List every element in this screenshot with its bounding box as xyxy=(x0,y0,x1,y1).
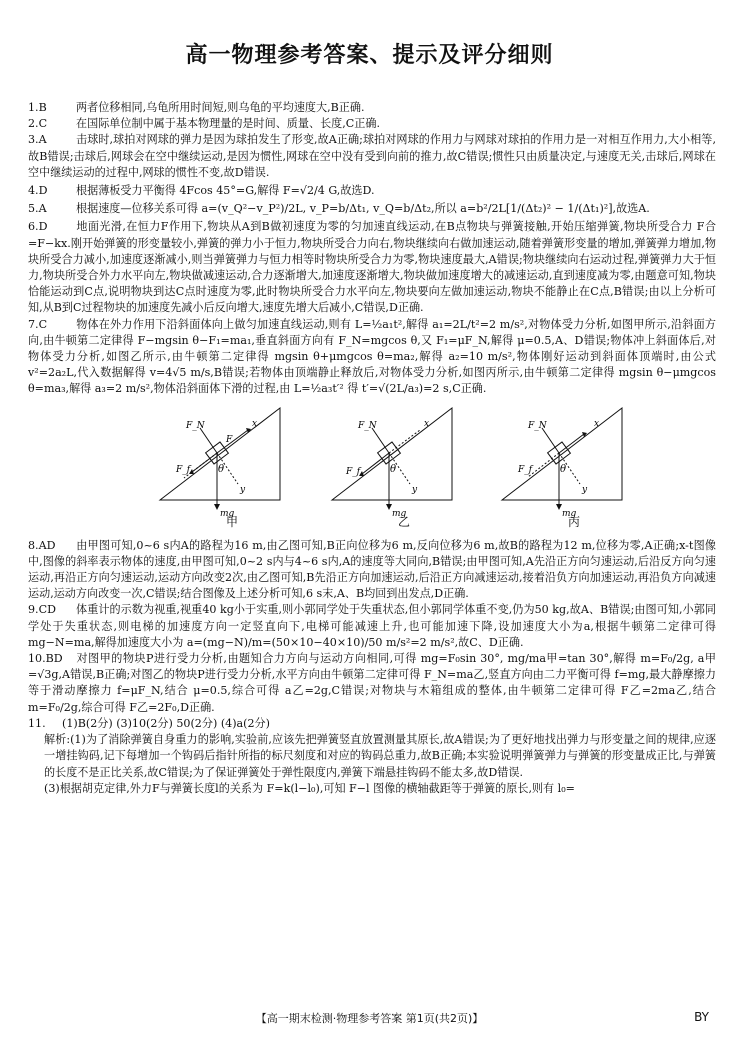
answer-8 xyxy=(28,538,716,603)
gravity-label: mg xyxy=(562,508,577,519)
answer-3 xyxy=(28,132,716,181)
figure-label-yi: 乙 xyxy=(398,514,411,529)
answer-text: 在国际单位制中属于基本物理量的是时间、质量、长度,C正确. xyxy=(76,117,380,131)
axis-y-label: y xyxy=(582,484,588,495)
answer-number: 10.BD xyxy=(28,652,63,666)
answer-number: 7.C xyxy=(28,317,48,331)
answer-text: 两者位移相同,乌龟所用时间短,则乌龟的平均速度大,B正确. xyxy=(76,101,365,114)
answer-number: 11. xyxy=(28,716,46,730)
answer-text: 根据薄板受力平衡得 4Fcos 45°=G,解得 F=√2/4 G,故选D. xyxy=(76,184,375,198)
answer-number: 8.AD xyxy=(28,538,56,552)
figure-label-bing: 丙 xyxy=(568,514,581,529)
analysis-11-part-3: (3)根据胡克定律,外力F与弹簧长度l的关系为 F=k(l−l₀),可知 F−l 图像的横轴截距等于弹簧的原长,则有 l₀= xyxy=(44,781,575,795)
force-diagram-bing xyxy=(498,404,638,529)
answer-1 xyxy=(28,100,716,116)
answer-text: 体重计的示数为视重,视重40 kg小于实重,则小郭同学处于失重状态,但小郭同学体重不变,仍为50 kg,故A、B错误;由图可知,小郭同学处于失重状态,则电梯的加速度方向一定竖直向下,电梯可能减速上升,也可能加速下降,设加速度大小为a,根据牛顿第二定律可得 mg−N=ma,解得加速度大小为 a=(mg−N)/m=(50×10−40×10)/50 m/s²=2 m/s²,故C、D正确. xyxy=(28,603,716,649)
axis-y-label: y xyxy=(412,484,418,495)
axis-x-label: x xyxy=(252,418,258,429)
answer-text: (1)B(2分) (3)10(2分) 50(2分) (4)a(2分) xyxy=(62,716,270,730)
answer-number: 1.B xyxy=(28,101,47,114)
answer-5 xyxy=(28,201,716,217)
force-diagrams xyxy=(28,404,716,532)
applied-force-label: F xyxy=(226,434,233,445)
answer-text: 对图甲的物块P进行受力分析,由题知合力方向与运动方向相同,可得 mg=F₀sin 30°, mg/ma甲=tan 30°,解得 m=F₀/2g, a甲=√3g,A错误,B正确;对图乙的物块P进行受力分析,水平方向由牛顿第二定律可得 F_N=ma乙,竖直方向由二力平衡可得 f=mg,最大静摩擦力等于滑动摩擦力 f=μF_N,结合 μ=0.5,综合可得 a乙=2g,C错误;对物块与木箱组成的整体,由牛顿第二定律可得 F乙=2ma乙,结合 m=F₀/2g,综合可得 F乙=2F₀,D正确. xyxy=(28,652,716,714)
answer-number: 3.A xyxy=(28,133,47,147)
answer-6 xyxy=(28,219,716,316)
answer-number: 5.A xyxy=(28,202,47,216)
answer-4 xyxy=(28,183,716,199)
friction-label: F_f xyxy=(176,464,191,475)
answer-2 xyxy=(28,116,716,132)
answer-7 xyxy=(28,317,716,398)
answer-text: 物体在外力作用下沿斜面体向上做匀加速直线运动,则有 L=½a₁t²,解得 a₁=2L/t²=2 m/s²,对物体受力分析,如图甲所示,沿斜面方向,由牛顿第二定律得 F−mgsin θ−F₁=ma₁,垂直斜面方向有 F_N=mgcos θ,又 F₁=μF_N,解得 μ=0.5,A、D错误;物体冲上斜面体后,对物体受力分析,如图乙所示,由牛顿第二定律得 mgsin θ+μmgcos θ=ma₂,解得 a₂=10 m/s²,物体刚好运动到斜面体顶端时,由公式 v²=2a₂L,代入数据解得 v=4√5 m/s,B错误;若物体由顶端静止释放后,对物体受力分析,如图丙所示,由牛顿第二定律得 mgsin θ−μmgcos θ=ma₃,解得 a₃=2 m/s²,物体沿斜面体下滑的过程,由 L=½a₃t′² 得 t′=√(2L/a₃)=2 s,C正确. xyxy=(28,317,716,396)
analysis-11-part-1: 解析:(1)为了消除弹簧自身重力的影响,实验前,应该先把弹簧竖直放置测量其原长,故A错误;为了更好地找出弹力与形变量之间的规律,应逐一增挂钩码,记下每增加一个钩码后指针所指的标尺刻度和对应的钩码总重力,故B正确;本实验说明弹簧弹力与弹簧的形变量成正比,与弹簧的长度不是正比关系,故C错误;为了保证弹簧处于弹性限度内,弹簧下端悬挂钩码不能太多,故D错误. xyxy=(44,733,716,779)
normal-force-label: F_N xyxy=(358,420,377,431)
answer-text: 由甲图可知,0~6 s内A的路程为16 m,由乙图可知,B正向位移为6 m,反向位移为6 m,故B的路程为12 m,位移为零,A正确;x-t图像中,图像的斜率表示物体的速度,由甲图可知,0~2 s内与4~6 s内,A的速度等大同向,B错误;由甲图可知,A先沿正方向匀速运动,后沿反方向匀速运动,再沿正方向匀速运动,运动方向改变2次,由乙图可知,B先沿正方向加速运动,后沿正方向减速运动,接着沿负方向加速运动,再沿负方向减速运动,运动方向改变一次,C错误;结合图像及上述分析可知,6 s末,A、B均回到出发点,D正确. xyxy=(28,538,716,601)
answer-text: 地面光滑,在恒力F作用下,物块从A到B做初速度为零的匀加速直线运动,在B点物块与弹簧接触,开始压缩弹簧,物块所受合力 F合=F−kx.刚开始弹簧的形变量较小,弹簧的弹力小于恒力,物块所受合力向右,物块继续向右做加速运动,随着弹簧形变量的增加,弹簧弹力增加,物块所受合力减小,加速度逐渐减小,则当弹簧弹力与恒力相等时物块所受合力为零,物块速度最大,A错误;物块继续向右运动过程,弹簧弹力大于恒力,物块所受合外力水平向左,物块做减速运动,合力逐渐增大,加速度逐渐增大,物块做加速度增大的减速运动,直到速度减为零,由题意可知,物块恰能运动到C点,说明物块到达C点时速度为零,此时物块所受合力水平向左,物块要向左做加速运动,物块不能静止在C点,B错误;由以上分析可知,从B到C过程物块的加速度先减小后反向增大,速度先增大后减小,C错误,D正确. xyxy=(28,220,716,315)
answer-number: 9.CD xyxy=(28,603,56,617)
answer-9 xyxy=(28,602,716,651)
axis-x-label: x xyxy=(594,418,600,429)
axis-x-label: x xyxy=(424,418,430,429)
normal-force-label: F_N xyxy=(528,420,547,431)
friction-label: F_f xyxy=(346,466,361,477)
gravity-label: mg xyxy=(392,508,407,519)
force-diagram-yi xyxy=(328,404,468,529)
answer-number: 6.D xyxy=(28,220,48,234)
answer-11 xyxy=(28,716,716,732)
answer-body xyxy=(28,100,716,797)
angle-label: θ xyxy=(218,463,225,475)
axis-y-label: y xyxy=(240,484,246,495)
angle-label: θ xyxy=(390,463,397,475)
figure-label-jia: 甲 xyxy=(226,514,239,529)
page-title: 高一物理参考答案、提示及评分细则 xyxy=(185,43,554,68)
answer-10 xyxy=(28,651,716,716)
normal-force-label: F_N xyxy=(186,420,205,431)
angle-label: θ xyxy=(560,463,567,475)
force-diagram-jia xyxy=(156,404,296,529)
friction-label: F_f xyxy=(518,464,533,475)
answer-text: 击球时,球拍对网球的弹力是因为球拍发生了形变,故A正确;球拍对网球的作用力与网球对球拍的作用力是一对相互作用力,大小相等,故B错误;击球后,网球会在空中继续运动,是因为惯性,网球在空中没有受到向前的推力,故C错误;惯性只由质量决定,与速度无关,击球后,网球在空中继续运动的过程中,网球的惯性不变,故D错误. xyxy=(28,133,716,179)
footer-code: BY xyxy=(694,1010,709,1024)
page-footer: 【高一期末检测·物理参考答案 第1页(共2页)】 xyxy=(255,1012,484,1025)
answer-text: 根据速度—位移关系可得 a=(v_Q²−v_P²)/2L, v_P=b/Δt₁, v_Q=b/Δt₂,所以 a=b²/2L[1/(Δt₂)² − 1/(Δt₁)²],故选A. xyxy=(76,202,650,216)
gravity-label: mg xyxy=(220,508,235,519)
answer-number: 2.C xyxy=(28,117,48,131)
answer-number: 4.D xyxy=(28,184,48,198)
